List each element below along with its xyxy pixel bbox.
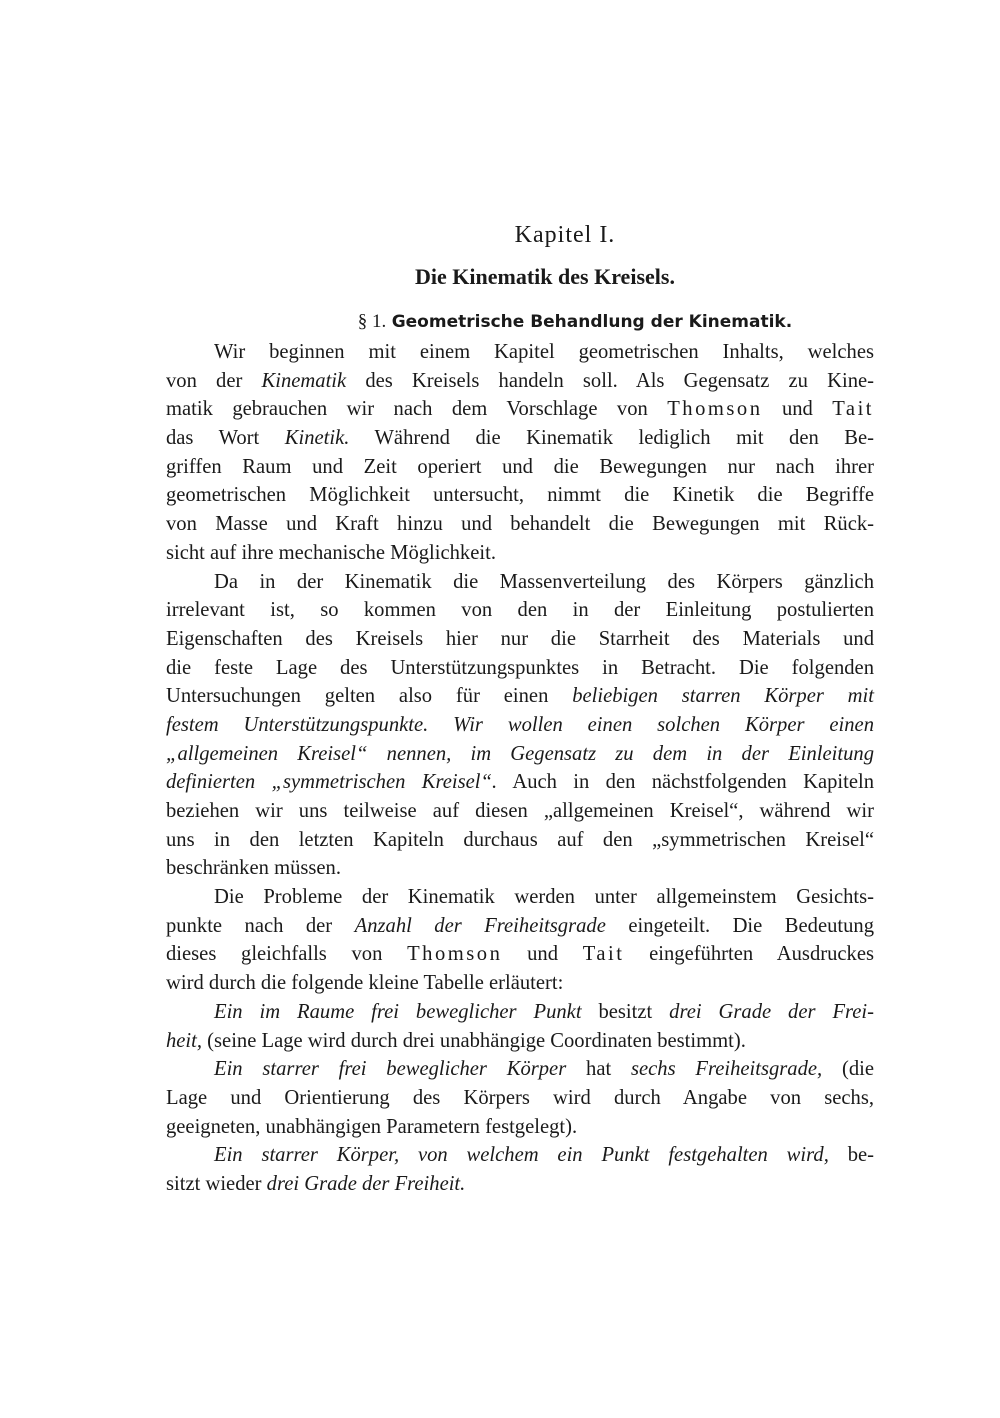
text-line: von Masse und Kraft hinzu und behandelt die Bewegungen mit Rück- bbox=[166, 513, 874, 536]
text-line: Untersuchungen gelten also für einen beliebigen starren Körper mit bbox=[166, 685, 874, 708]
text-line: heit, (seine Lage wird durch drei unabhängige Coordinaten bestimmt). bbox=[166, 1029, 746, 1052]
text-line: geometrischen Möglichkeit untersucht, nimmt die Kinetik die Begriffe bbox=[166, 484, 874, 507]
paragraph-3 bbox=[166, 883, 874, 998]
text-line: uns in den letzten Kapiteln durchaus auf den „symmetrischen Kreisel“ bbox=[166, 828, 874, 851]
text-line: Die Probleme der Kinematik werden unter allgemeinstem Gesichts- bbox=[214, 886, 874, 909]
text-line: das Wort Kinetik. Während die Kinematik lediglich mit den Be- bbox=[166, 427, 874, 450]
text-line: Wir beginnen mit einem Kapitel geometrischen Inhalts, welches bbox=[214, 341, 874, 363]
text-line: sicht auf ihre mechanische Möglichkeit. bbox=[166, 541, 496, 564]
text-line: matik gebrauchen wir nach dem Vorschlage von Thomson und Tait bbox=[166, 398, 875, 421]
text-line: punkte nach der Anzahl der Freiheitsgrade eingeteilt. Die Bedeutung bbox=[166, 914, 874, 937]
text-line: wird durch die folgende kleine Tabelle erläutert: bbox=[166, 972, 564, 995]
paragraph-6 bbox=[166, 1141, 874, 1198]
text-line: beziehen wir uns teilweise auf diesen „allgemeinen Kreisel“, während wir bbox=[166, 800, 874, 822]
chapter-title: Die Kinematik des Kreisels. bbox=[415, 264, 675, 289]
paragraph-1 bbox=[166, 338, 874, 568]
text-line: Ein starrer Körper, von welchem ein Punkt festgehalten wird, be- bbox=[214, 1144, 874, 1167]
text-line: Lage und Orientierung des Körpers wird durch Angabe von sechs, bbox=[166, 1086, 874, 1109]
paragraph-5 bbox=[166, 1055, 874, 1141]
section-number: § 1. bbox=[357, 311, 387, 332]
section-title: Geometrische Behandlung der Kinematik. bbox=[391, 312, 793, 332]
text-line: sitzt wieder drei Grade der Freiheit. bbox=[166, 1172, 466, 1195]
book-page bbox=[166, 218, 874, 1199]
text-line: festem Unterstützungspunkte. Wir wollen einen solchen Körper einen bbox=[166, 713, 874, 736]
text-line: Eigenschaften des Kreisels hier nur die Starrheit des Materials und bbox=[166, 627, 874, 650]
text-line: irrelevant ist, so kommen von den in der Einleitung postulierten bbox=[166, 599, 874, 622]
paragraph-2 bbox=[166, 568, 874, 884]
text-line: „allgemeinen Kreisel“ nennen, im Gegensatz zu dem in der Einleitung bbox=[166, 742, 874, 765]
section-heading bbox=[276, 308, 874, 336]
text-line: von der Kinematik des Kreisels handeln soll. Als Gegensatz zu Kine- bbox=[166, 369, 874, 392]
text-line: die feste Lage des Unterstützungspunktes in Betracht. Die folgenden bbox=[166, 656, 874, 679]
paragraph-4 bbox=[166, 998, 874, 1055]
text-line: geeigneten, unabhängigen Parametern festgelegt). bbox=[166, 1115, 578, 1138]
text-line: Ein starrer frei beweglicher Körper hat sechs Freiheitsgrade, (die bbox=[214, 1058, 874, 1081]
chapter-label: Kapitel I. bbox=[514, 222, 616, 248]
text-line: griffen Raum und Zeit operiert und die Bewegungen nur nach ihrer bbox=[166, 455, 874, 478]
text-line: dieses gleichfalls von Thomson und Tait eingeführten Ausdruckes bbox=[166, 943, 874, 966]
text-line: Da in der Kinematik die Massenverteilung des Körpers gänzlich bbox=[214, 570, 874, 593]
text-line: Ein im Raume frei beweglicher Punkt besitzt drei Grade der Frei- bbox=[214, 1000, 874, 1023]
text-line: beschränken müssen. bbox=[166, 857, 341, 880]
text-line: definierten „symmetrischen Kreisel“. Auch in den nächstfolgenden Kapiteln bbox=[166, 771, 874, 794]
